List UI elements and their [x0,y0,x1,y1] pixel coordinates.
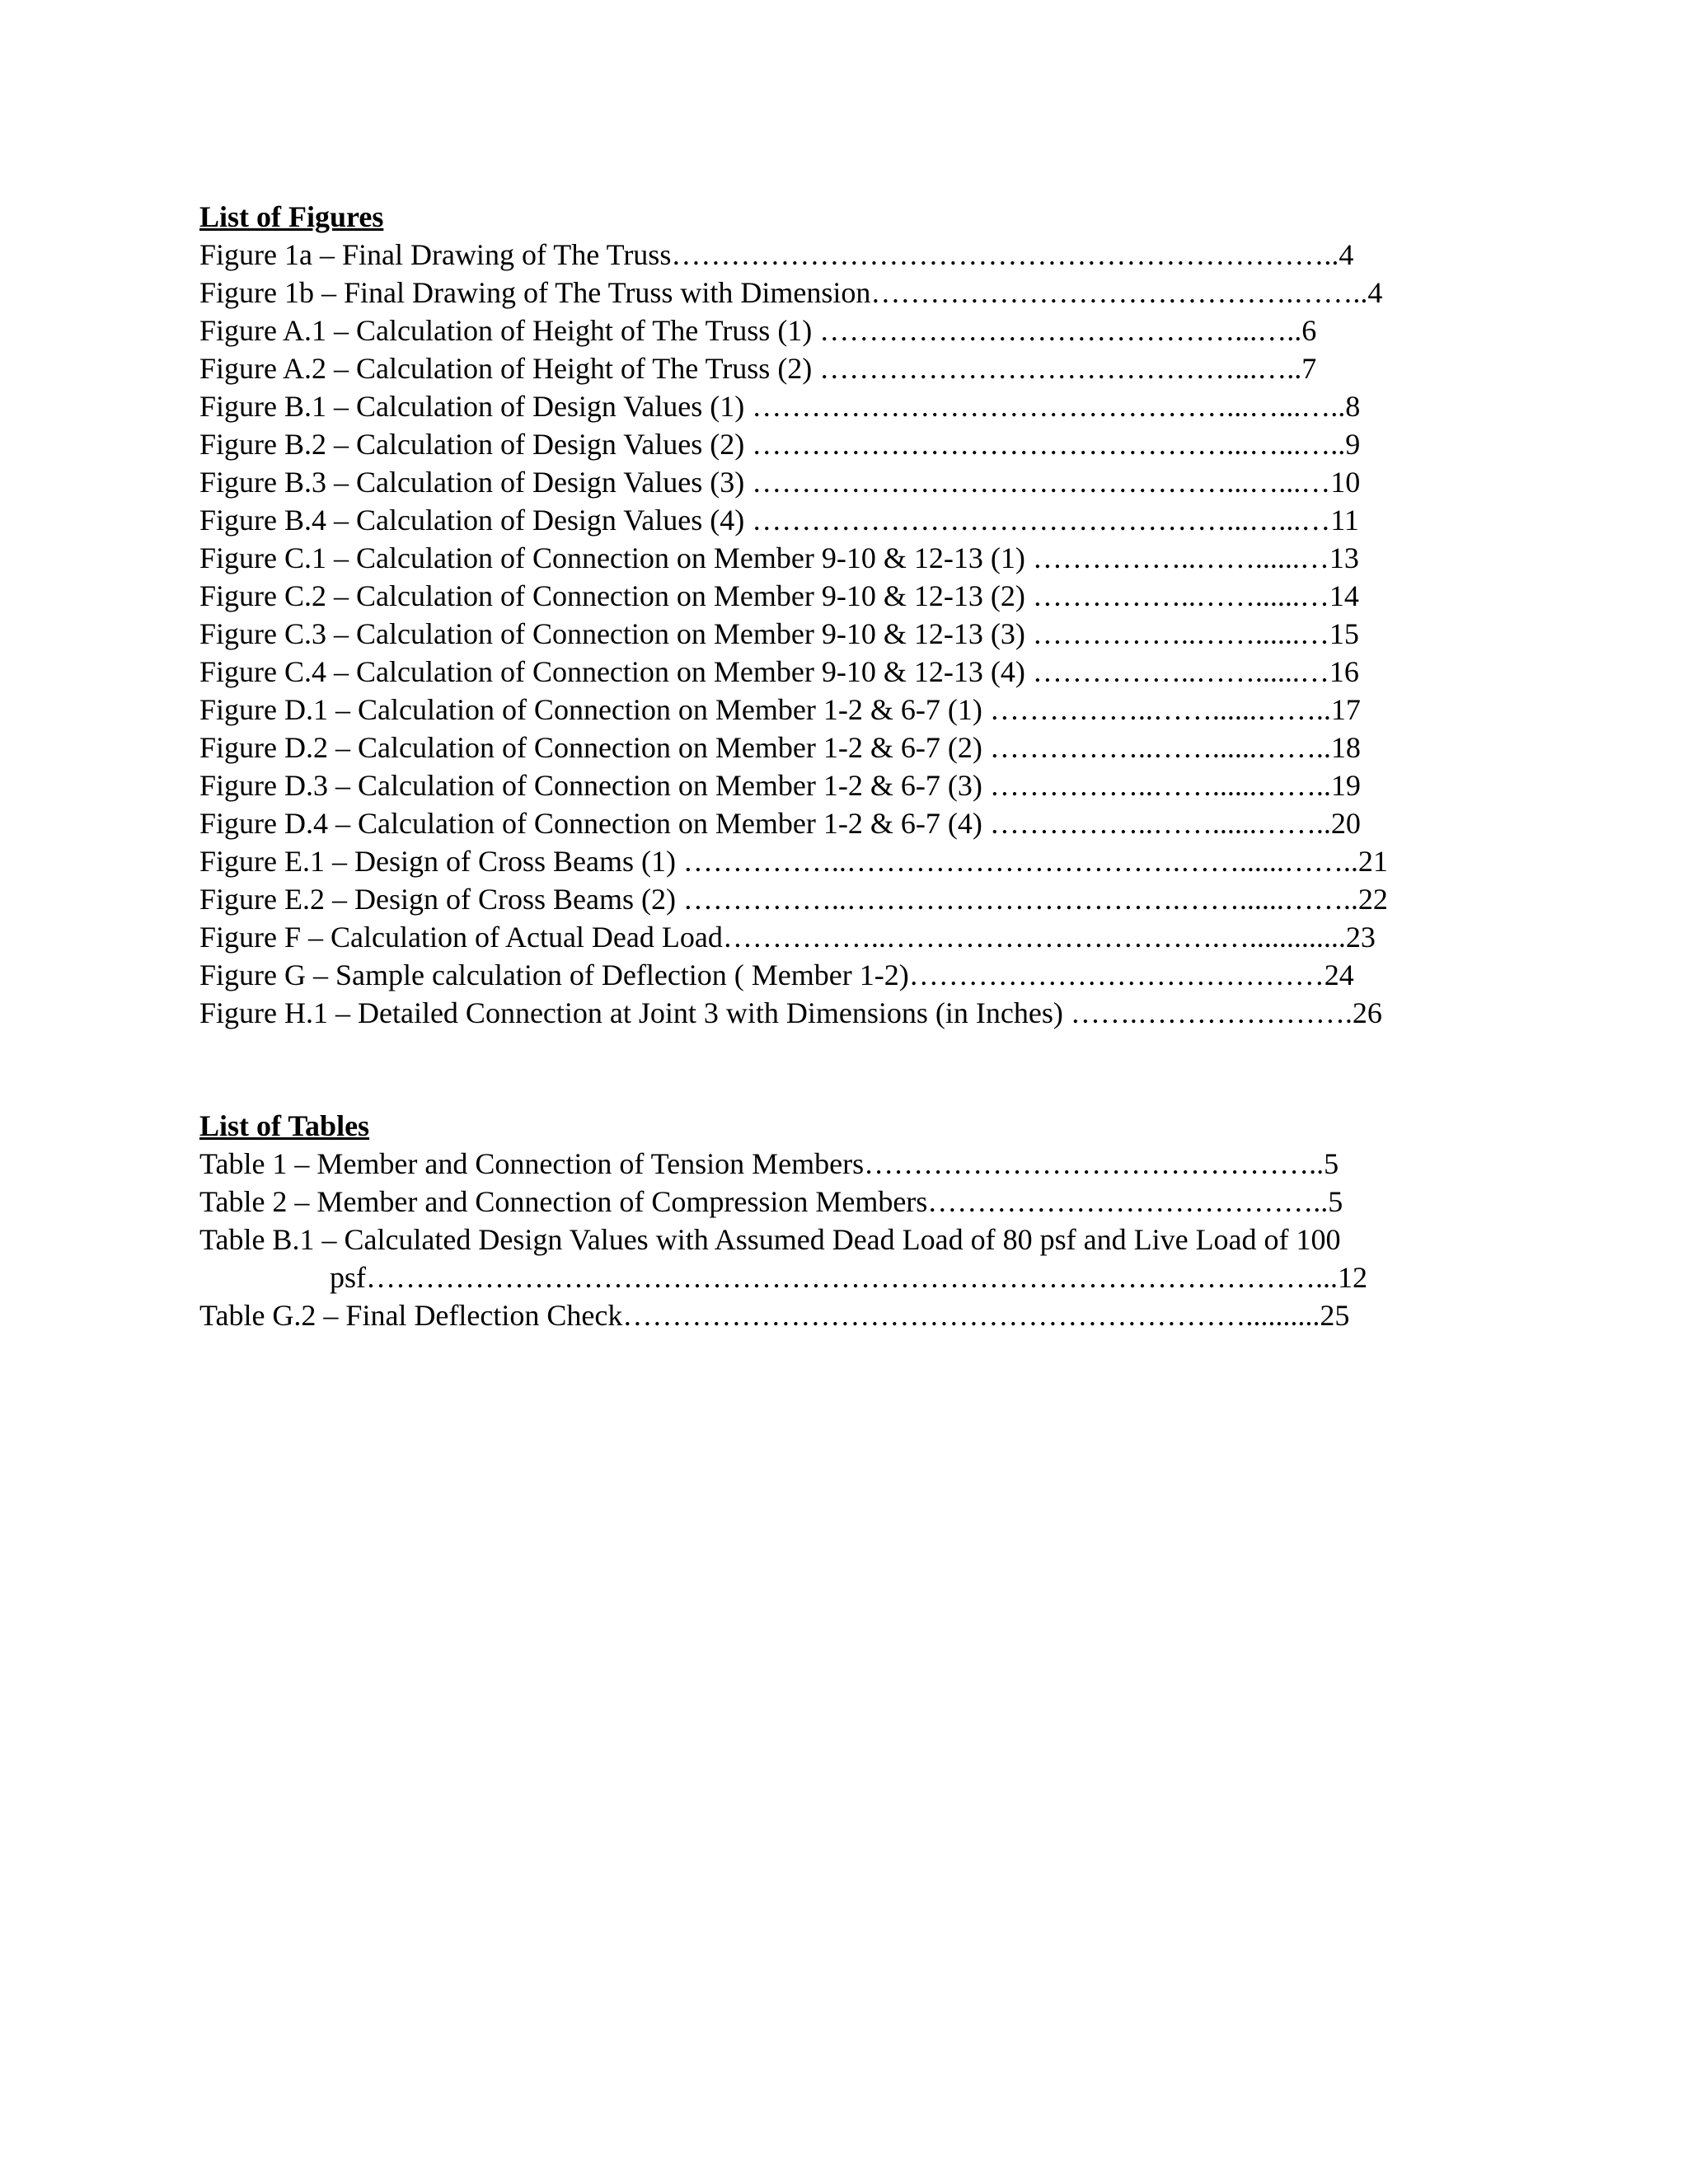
toc-entry: Table G.2 – Final Deflection Check………………………………………………………..........25 [199,1299,1350,1332]
toc-entry: Figure C.1 – Calculation of Connection on Member 9-10 & 12-13 (1) ……………..……......…13 [199,541,1359,574]
list-of-tables [199,1107,1485,1334]
toc-entry: Figure 1b – Final Drawing of The Truss with Dimension…………………………………….……..4 [199,276,1383,309]
toc-entry: Table 1 – Member and Connection of Tension Members………………………………………..5 [199,1147,1339,1180]
toc-entry: Figure C.4 – Calculation of Connection on Member 9-10 & 12-13 (4) ……………..……......…16 [199,655,1359,688]
toc-entry: Figure E.2 – Design of Cross Beams (2) ……………..…………………………….……......……..22 [199,883,1388,916]
figures-list [199,236,1485,1032]
toc-entry: Figure D.2 – Calculation of Connection on Member 1-2 & 6-7 (2) ……………..……......……..18 [199,731,1361,764]
toc-entry: Figure H.1 – Detailed Connection at Joint 3 with Dimensions (in Inches) …….………………….26 [199,996,1382,1029]
toc-entry: Figure A.2 – Calculation of Height of The Truss (2) ……………………………………...…..7 [199,352,1317,385]
list-of-figures [199,198,1485,1032]
toc-entry: Figure A.1 – Calculation of Height of The Truss (1) ……………………………………...…..6 [199,314,1317,347]
toc-entry: Figure D.1 – Calculation of Connection on Member 1-2 & 6-7 (1) ……………..……......……..17 [199,693,1361,726]
list-of-figures-heading: List of Figures [199,200,384,233]
toc-entry: Figure F – Calculation of Actual Dead Load……………..…………………………….….............23 [199,921,1376,954]
toc-entry: Figure D.4 – Calculation of Connection on Member 1-2 & 6-7 (4) ……………..……......……..20 [199,807,1361,840]
toc-entry: Figure G – Sample calculation of Deflection ( Member 1-2)……………………………………24 [199,958,1354,991]
toc-entry: Figure B.4 – Calculation of Design Values (4) …………………………………………...…...…11 [199,504,1359,537]
toc-entry: Figure C.2 – Calculation of Connection on Member 9-10 & 12-13 (2) ……………..……......…14 [199,579,1359,612]
toc-entry [199,1221,1485,1296]
list-of-tables-heading: List of Tables [199,1109,370,1142]
toc-entry: Figure E.1 – Design of Cross Beams (1) ……………..…………………………….……......……..21 [199,845,1388,878]
tables-list [199,1145,1485,1334]
toc-entry-line-2: psf……………………………………………………………………………………...12 [330,1261,1367,1294]
toc-entry: Table 2 – Member and Connection of Compression Members…………………………………..5 [199,1185,1343,1218]
toc-entry: Figure 1a – Final Drawing of The Truss…………………………………………………………..4 [199,238,1354,271]
toc-entry: Figure B.1 – Calculation of Design Values (1) …………………………………………...…...…..8 [199,390,1361,423]
toc-entry: Figure B.2 – Calculation of Design Values (2) …………………………………………...…...…..9 [199,428,1361,461]
toc-entry-line-1: Table B.1 – Calculated Design Values with Assumed Dead Load of 80 psf and Live Load of 100 [199,1223,1341,1256]
toc-entry: Figure C.3 – Calculation of Connection on Member 9-10 & 12-13 (3) ……………..……......…15 [199,617,1359,650]
document-page [199,198,1485,1334]
toc-entry: Figure B.3 – Calculation of Design Values (3) …………………………………………...…...…10 [199,466,1361,499]
toc-entry: Figure D.3 – Calculation of Connection on Member 1-2 & 6-7 (3) ……………..……......……..19 [199,769,1361,802]
